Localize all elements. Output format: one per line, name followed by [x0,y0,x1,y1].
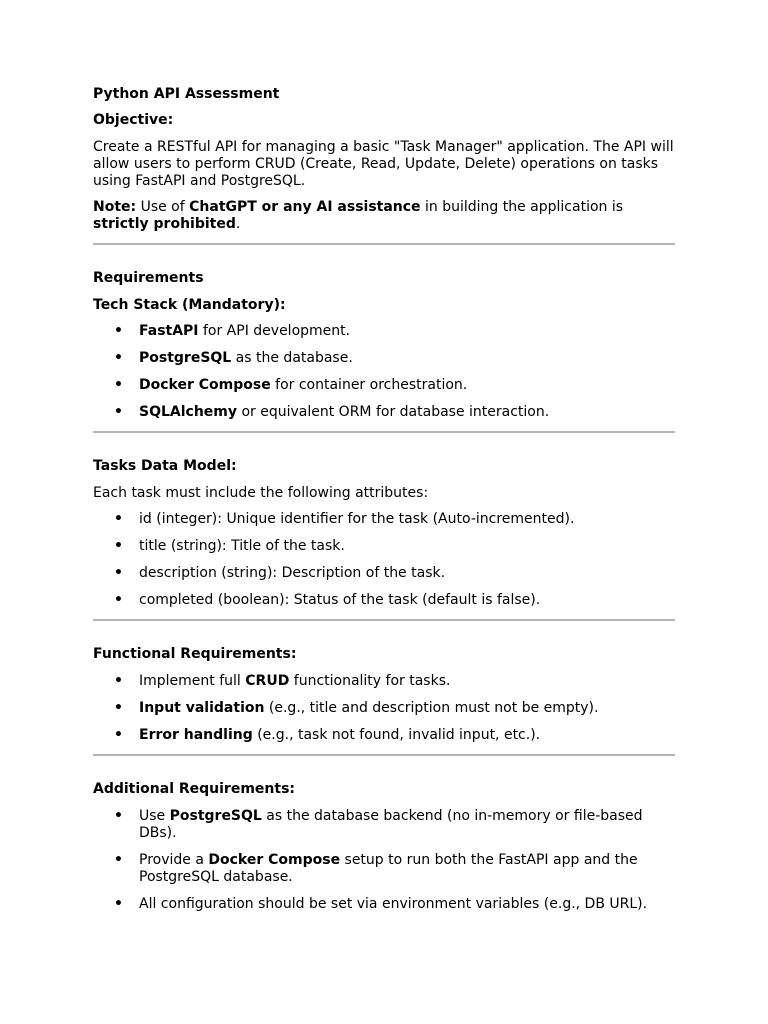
data-model-section [93,433,675,609]
bullet: • [114,511,123,527]
list-item-text: as the database. [231,350,353,366]
list-item-text: Provide a [139,852,209,868]
list-item [93,700,675,717]
note-pre: Use of [136,199,190,215]
list-item-text: for API development. [198,323,351,339]
functional-heading: Functional Requirements: [93,646,297,662]
list-item-bold: CRUD [245,673,290,689]
list-item-text: (e.g., task not found, invalid input, etc.). [252,727,541,743]
tech-stack-heading: Tech Stack (Mandatory): [93,297,286,313]
requirements-section [93,245,675,421]
list-item [93,404,675,421]
list-item-text: (e.g., title and description must not be empty). [264,700,599,716]
list-item-text: All configuration should be set via environment variables (e.g., DB URL). [139,896,648,912]
bullet: • [114,377,123,393]
functional-list [93,673,675,744]
bullet: • [114,592,123,608]
note-bold-ai: ChatGPT or any AI assistance [189,199,421,215]
list-item-text: functionality for tasks. [289,673,451,689]
data-model-intro: Each task must include the following attributes: [93,485,429,501]
bullet: • [114,700,123,716]
additional-heading: Additional Requirements: [93,781,296,797]
list-item [93,565,675,582]
note-post: . [235,216,241,232]
list-item [93,852,675,886]
list-item-text: or equivalent ORM for database interaction. [237,404,550,420]
bullet: • [114,673,123,689]
list-item [93,896,675,913]
bullet: • [114,565,123,581]
list-item [93,377,675,394]
bullet: • [114,404,123,420]
list-item-bold: PostgreSQL [169,808,262,824]
note-bold-prohibited: strictly prohibited [93,216,236,232]
list-item-text: completed (boolean): Status of the task (default is false). [139,592,541,608]
bullet: • [114,538,123,554]
note-label: Note: [93,199,137,215]
functional-section [93,621,675,744]
bullet: • [114,808,123,824]
list-item-bold: Docker Compose [208,852,341,868]
tech-stack-list [93,323,675,421]
list-item-bold: PostgreSQL [139,350,232,366]
note-mid: in building the application is [420,199,624,215]
list-item-bold: Input validation [139,700,265,716]
bullet: • [114,727,123,743]
list-item-text: as the database backend (no in-memory or file-based DBs). [139,808,643,841]
list-item [93,592,675,609]
note-paragraph [93,199,675,233]
requirements-heading: Requirements [93,270,204,286]
data-model-heading: Tasks Data Model: [93,458,237,474]
bullet: • [114,896,123,912]
list-item-text: id (integer): Unique identifier for the task (Auto-incremented). [139,511,575,527]
list-item-bold: Error handling [139,727,253,743]
list-item-bold: SQLAlchemy [139,404,238,420]
bullet: • [114,852,123,868]
list-item [93,538,675,555]
list-item-bold: FastAPI [139,323,199,339]
additional-list [93,808,675,913]
bullet: • [114,350,123,366]
list-item-text: title (string): Title of the task. [139,538,345,554]
list-item [93,808,675,842]
objective-heading: Objective: [93,112,174,128]
list-item [93,323,675,340]
list-item-text: setup to run both the FastAPI app and the PostgreSQL database. [139,852,638,885]
list-item-text: for container orchestration. [270,377,468,393]
list-item [93,727,675,744]
list-item [93,673,675,690]
list-item-text: Implement full [139,673,246,689]
attributes-list [93,511,675,609]
bullet: • [114,323,123,339]
document-title: Python API Assessment [93,86,280,102]
list-item-bold: Docker Compose [139,377,271,393]
list-item [93,511,675,528]
additional-section [93,756,675,913]
list-item-text: description (string): Description of the task. [139,565,446,581]
objective-text: Create a RESTful API for managing a basic "Task Manager" application. The API will allow users to perform CRUD (Create, Read, Update, Delete) operations on tasks using FastAPI and PostgreSQL. [93,139,674,189]
list-item-text: Use [139,808,170,824]
list-item [93,350,675,367]
document-content [93,86,675,923]
